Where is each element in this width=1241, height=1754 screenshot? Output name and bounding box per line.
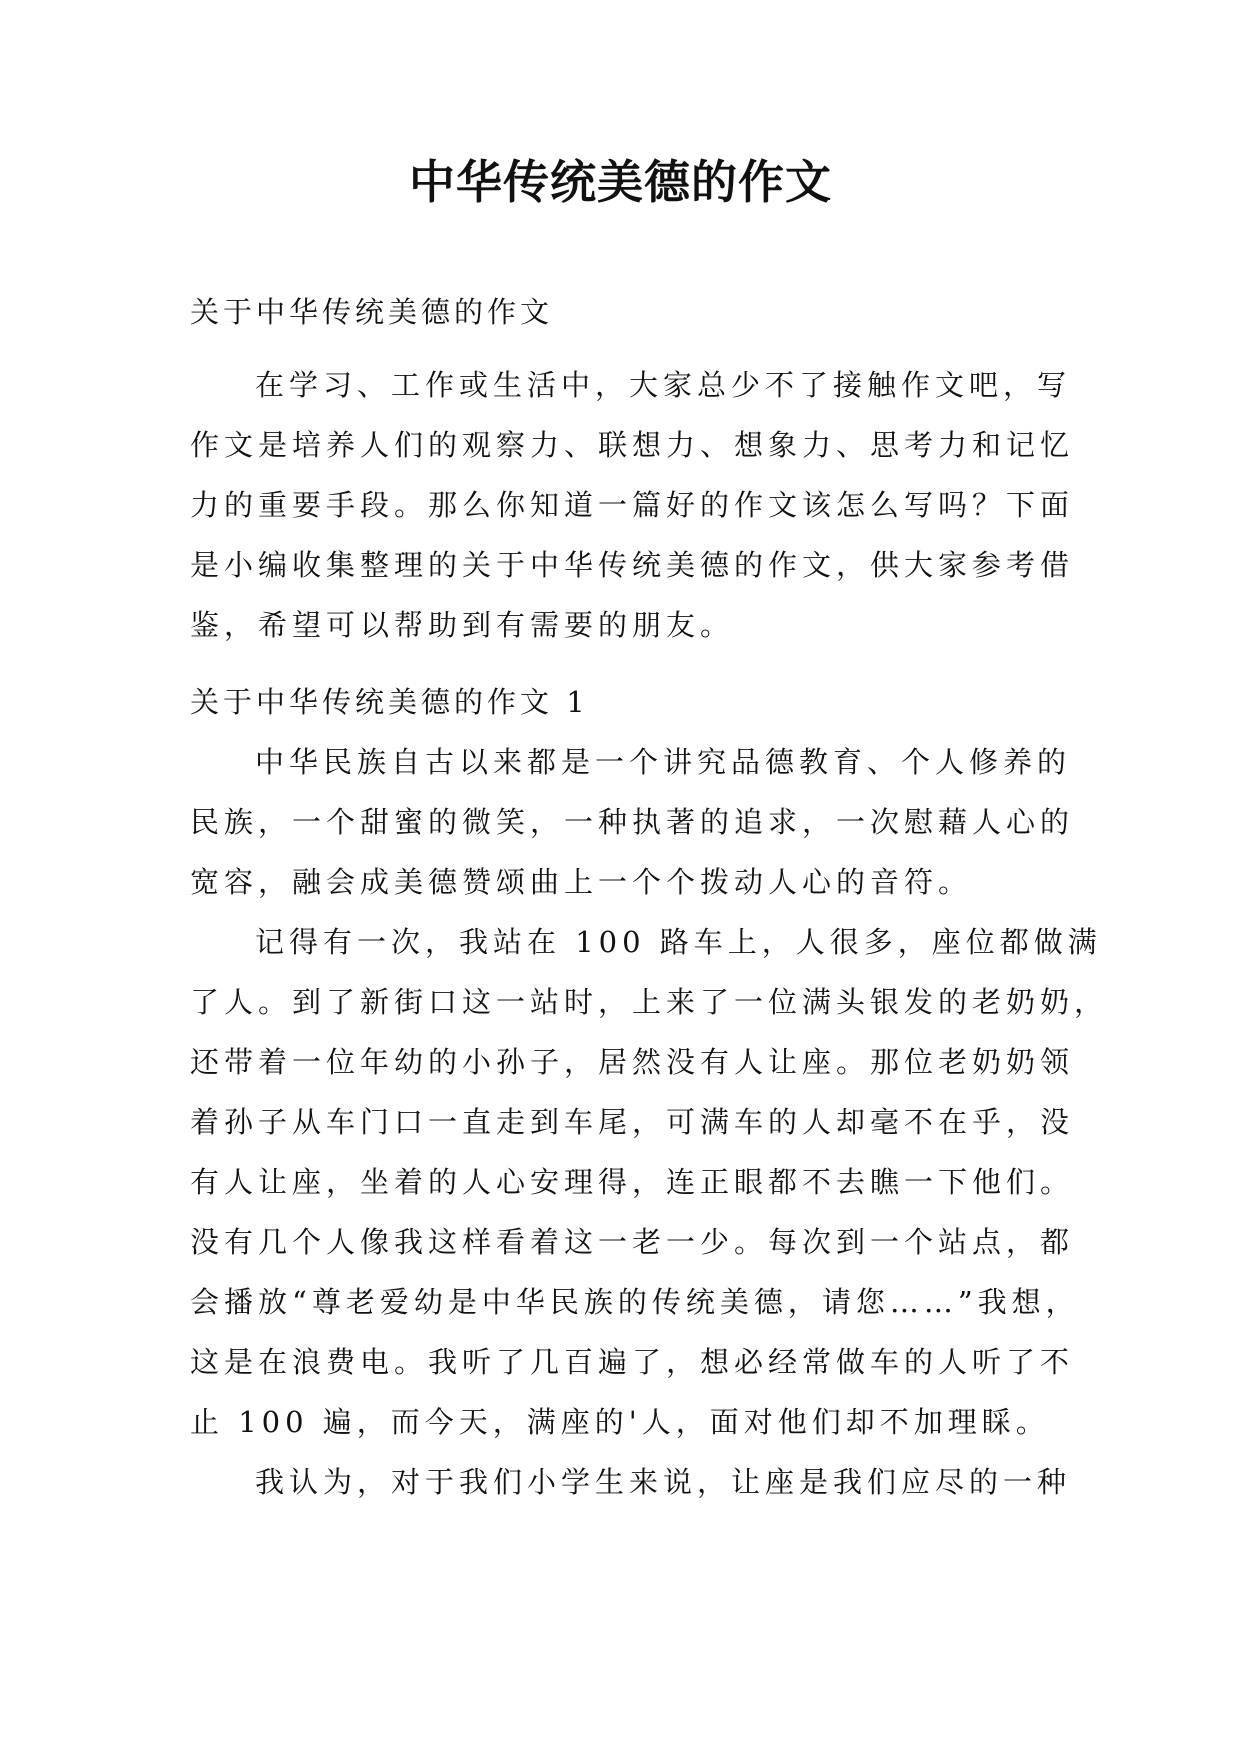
paragraph-line: 记得有一次，我站在 100 路车上，人很多，座位都做满 xyxy=(255,925,1102,959)
document-subtitle: 关于中华传统美德的作文 xyxy=(190,295,554,329)
intro-line: 鉴，希望可以帮助到有需要的朋友。 xyxy=(190,608,735,642)
paragraph-line: 还带着一位年幼的小孙子，居然没有人让座。那位老奶奶领 xyxy=(190,1045,1075,1079)
paragraph-line: 止 100 遍，而今天，满座的'人，面对他们却不加理睬。 xyxy=(190,1405,1050,1439)
paragraph-1 xyxy=(190,732,1075,912)
paragraph-line: 有人让座，坐着的人心安理得，连正眼都不去瞧一下他们。 xyxy=(190,1165,1075,1199)
paragraph-line: 宽容，融会成美德赞颂曲上一个个拨动人心的音符。 xyxy=(190,865,973,899)
paragraph-line: 了人。到了新街口这一站时，上来了一位满头银发的老奶奶， xyxy=(190,985,1109,1019)
paragraph-line: 这是在浪费电。我听了几百遍了，想必经常做车的人听了不 xyxy=(190,1345,1075,1379)
section-heading: 关于中华传统美德的作文 1 xyxy=(190,685,589,719)
paragraph-3 xyxy=(190,1452,1072,1512)
intro-line: 作文是培养人们的观察力、联想力、想象力、思考力和记忆 xyxy=(190,428,1075,462)
section-heading-block xyxy=(190,672,1060,732)
paragraph-line: 中华民族自古以来都是一个讲究品德教育、个人修养的 xyxy=(255,745,1072,779)
paragraph-line: 着孙子从车门口一直走到车尾，可满车的人却毫不在乎，没 xyxy=(190,1105,1075,1139)
intro-line: 在学习、工作或生活中，大家总少不了接触作文吧，写 xyxy=(255,368,1072,402)
page-title: 中华传统美德的作文 xyxy=(409,155,832,209)
paragraph-line: 没有几个人像我这样看着这一老一少。每次到一个站点，都 xyxy=(190,1225,1075,1259)
paragraph-2 xyxy=(190,912,1109,1452)
paragraph-line: 会播放“尊老爱幼是中华民族的传统美德，请您……”我想， xyxy=(190,1285,1080,1319)
intro-paragraph xyxy=(190,355,1075,655)
intro-line: 是小编收集整理的关于中华传统美德的作文，供大家参考借 xyxy=(190,548,1075,582)
paragraph-line: 民族，一个甜蜜的微笑，一种执著的追求，一次慰藉人心的 xyxy=(190,805,1075,839)
paragraph-line: 我认为，对于我们小学生来说，让座是我们应尽的一种 xyxy=(255,1465,1072,1499)
intro-line: 力的重要手段。那么你知道一篇好的作文该怎么写吗？下面 xyxy=(190,488,1075,522)
